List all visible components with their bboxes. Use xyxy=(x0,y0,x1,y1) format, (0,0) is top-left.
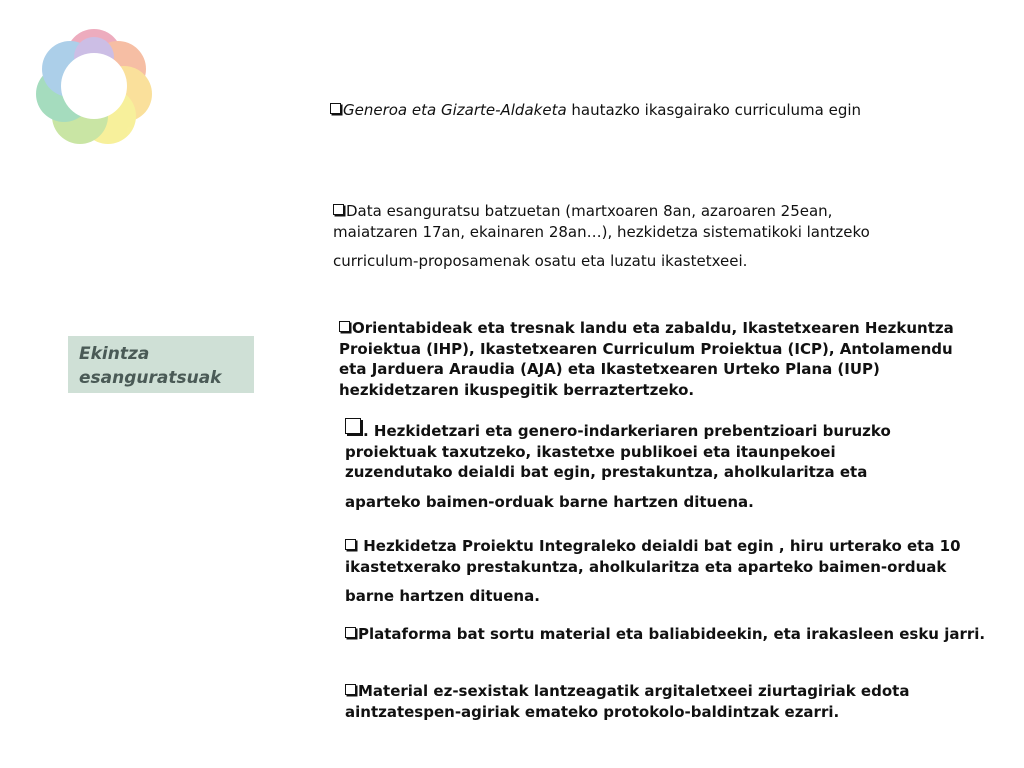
item-2-line-3: curriculum-proposamenak osatu eta luzatu ikastetxeei. xyxy=(333,252,748,270)
checkbox-bullet-icon xyxy=(345,684,356,695)
bullet-item-2 xyxy=(333,201,993,272)
checkbox-bullet-icon xyxy=(345,627,356,638)
item-4-line-2: proiektuak taxutzeko, ikastetxe publikoei eta itaunpekoei xyxy=(345,442,836,461)
item-4-line-4: aparteko baimen-orduak barne hartzen dituena. xyxy=(345,492,754,511)
item-3-line-4: hezkidetzaren ikuspegitik berraztertzeko. xyxy=(339,380,695,399)
item-2-line-2: maiatzaren 17an, ekainaren 28an…), hezkidetza sistematikoki lantzeko xyxy=(333,222,870,241)
bullet-item-7 xyxy=(345,681,945,722)
color-wheel-logo xyxy=(30,24,158,148)
section-label-box xyxy=(68,336,254,393)
item-1-emphasis: Generoa eta Gizarte-Aldaketa xyxy=(343,101,567,119)
item-1-text: hautazko ikasgairako curriculuma egin xyxy=(566,101,862,119)
item-2-line-1: Data esanguratsu batzuetan (martxoaren 8an, azaroaren 25ean, xyxy=(346,202,833,220)
section-label-line2: esanguratsuak xyxy=(79,368,222,388)
item-3-line-2: Proiektua (IHP), Ikastetxearen Curriculum Proiektua (ICP), Antolamendu xyxy=(339,339,953,358)
item-5-line-3: barne hartzen dituena. xyxy=(345,587,540,605)
bullet-item-1 xyxy=(330,100,861,121)
checkbox-bullet-icon xyxy=(333,204,344,215)
checkbox-bullet-icon xyxy=(330,103,341,114)
bullet-item-5 xyxy=(345,536,965,607)
checkbox-bullet-icon xyxy=(345,418,361,434)
item-6-line-1: Plataforma bat sortu material eta baliabideekin, eta irakasleen esku jarri. xyxy=(358,625,986,643)
item-5-line-2: ikastetxerako prestakuntza, aholkularitza eta aparteko baimen-orduak xyxy=(345,557,947,576)
item-5-line-1: Hezkidetza Proiektu Integraleko deialdi bat egin , hiru urterako eta 10 xyxy=(358,537,961,555)
checkbox-bullet-icon xyxy=(345,539,356,550)
item-4-line-3: zuzendutako deialdi bat egin, prestakuntza, aholkularitza eta xyxy=(345,463,868,481)
bullet-item-3 xyxy=(339,318,959,400)
item-7-line-2: aintzatespen-agiriak emateko protokolo-baldintzak ezarri. xyxy=(345,702,840,721)
checkbox-bullet-icon xyxy=(339,321,350,332)
item-3-line-1: Orientabideak eta tresnak landu eta zabaldu, Ikastetxearen Hezkuntza xyxy=(352,319,954,337)
item-7-line-1: Material ez-sexistak lantzeagatik argitaletxeei ziurtagiriak edota xyxy=(358,682,910,700)
item-3-line-3: eta Jarduera Araudia (AJA) eta Ikastetxearen Urteko Plana (IUP) xyxy=(339,360,880,378)
bullet-item-6 xyxy=(345,624,995,645)
section-label-line1: Ekintza xyxy=(79,344,150,364)
bullet-item-4 xyxy=(345,420,945,512)
item-4-line-1: . Hezkidetzari eta genero-indarkeriaren prebentzioari buruzko xyxy=(363,422,891,440)
